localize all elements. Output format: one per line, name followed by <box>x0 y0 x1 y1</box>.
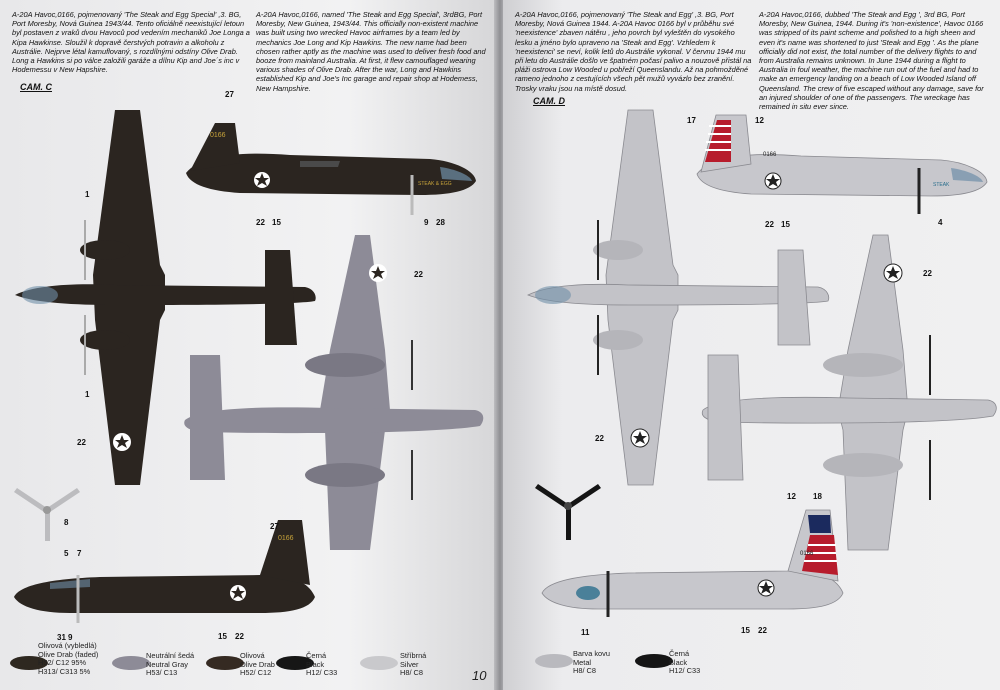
callout-27-bottom: 27 <box>270 522 279 531</box>
callout-18: 18 <box>813 492 822 501</box>
callout-11: 11 <box>581 628 590 637</box>
legend-black: Černá Black H12/ C33 <box>306 651 338 678</box>
underside-view-grey <box>180 230 490 550</box>
callout-15-bottom-metal: 15 <box>741 626 750 635</box>
callout-9-top: 9 <box>424 218 429 227</box>
callout-28-top: 28 <box>436 218 445 227</box>
callout-27-top: 27 <box>225 90 234 99</box>
callout-17: 17 <box>687 116 696 125</box>
callout-22-bottom-metal: 22 <box>758 626 767 635</box>
callout-31: 31 <box>57 633 66 642</box>
callout-22-bottom: 22 <box>235 632 244 641</box>
callout-12-bottom: 12 <box>787 492 796 501</box>
swatch-neutral-gray <box>112 656 150 670</box>
serial-top-olive: 0166 <box>210 132 226 139</box>
callout-5: 5 <box>64 549 69 558</box>
page-number: 10 <box>472 668 487 683</box>
callout-4: 4 <box>938 218 943 227</box>
serial-bottom-metal: 0166 <box>800 551 814 557</box>
left-page <box>0 0 497 690</box>
callout-12-top: 12 <box>755 116 764 125</box>
right-english-text: A-20A Havoc,0166, dubbed 'The Steak and Egg ', 3rd BG, Port Moresby, New Guinea, 1944. During it's 'non-existence', Havoc 0166 was stripped of its paint scheme and polished to a high sheen and even it's name was shortened to just 'Steak and Egg '. As the plane officially did not exist, the total number of the delivery flights to and from Australia remains unknown. In June 1944 during a flight to Australia in foul weather, the machine run out of the fuel and had to make an emergency landing on a beach of Low Wooded Island off Queensland. The crew of five escaped without any damage, save for an injured shoulder of one of the passengers. The wreckage has remained in situ ever since. <box>759 10 984 112</box>
right-czech-text: A-20A Havoc,0166, pojmenovaný 'The Steak and Egg' ,3. BG, Port Moresby, Nová Guinea 1944. A-20A Havoc 0166 byl v průběhu své 'neexistence' zbaven nátěru , jeho povrch byl vyleštěn do vysokého lesku a jméno bylo upraveno na 'Steak and Egg'. Vzhledem k 'neexistenci' se neví, kolik letů do Austrálie vykonal. V červnu 1944 mu při letu do Austrálie došlo ve špatném počasí palivo a nouzově přistál na pláži ostrova Low Wooded u pobřeží Queenslandu. Až na pohmožděné rameno jednoho z cestujících všech pět mužů vyvázlo bez zranění. Trosky vraku jsou na místě dosud. <box>515 10 752 93</box>
cam-c-label: CAM. C <box>20 82 52 92</box>
legend-silver: Stříbrná Silver H8/ C8 <box>400 651 427 678</box>
swatch-olive-drab <box>206 656 244 670</box>
callout-22-under: 22 <box>414 270 423 279</box>
serial-bottom-olive: 0166 <box>278 535 294 542</box>
callout-22-plan: 22 <box>77 438 86 447</box>
callout-22-under-metal: 22 <box>923 269 932 278</box>
nose-art-top-olive: STEAK & EGG <box>418 181 452 187</box>
left-czech-text: A-20A Havoc,0166, pojmenovaný 'The Steak and Egg Special' ,3. BG, Port Moresby, Nová Guinea 1943/44. Tento oficiálně neexistující letoun byl postaven z vraků dvou Havoců pod vedením mechaniků Joe Longa a Kipa Hawkinse. Sloužil k dopravě čerstvých potravin a alkoholu z Austrálie. Nejprve létal kamuflovaný, s rozdílnými odstíny Olive Drab. Long a Hawkins si po válce založili garáže a dílnu Kip and Joe´s inc v Hodemessu v New Hapshire. <box>12 10 250 75</box>
callout-9-bottom: 9 <box>68 633 73 642</box>
nose-art-top-metal: STEAK <box>933 182 950 188</box>
side-view-top-metal <box>691 110 991 215</box>
callout-15-top: 15 <box>272 218 281 227</box>
callout-22-plan-metal: 22 <box>595 434 604 443</box>
underside-view-metal <box>698 230 998 550</box>
side-view-bottom-olive <box>10 515 320 625</box>
legend-black-right: Černá Black H12/ C33 <box>669 649 701 676</box>
callout-8: 8 <box>64 518 69 527</box>
cam-d-label: CAM. D <box>533 96 565 106</box>
legend-metal: Barva kovu Metal H8/ C8 <box>573 649 610 676</box>
legend-neutral-gray: Neutrální šedá Neutral Gray H53/ C13 <box>146 651 195 678</box>
callout-7: 7 <box>77 549 82 558</box>
serial-top-metal: 0166 <box>763 152 777 158</box>
callout-1-a: 1 <box>85 190 90 199</box>
legend-olive-drab: Olivová Olive Drab H52/ C12 <box>240 651 275 678</box>
callout-15-bottom: 15 <box>218 632 227 641</box>
callout-15-top-metal: 15 <box>781 220 790 229</box>
legend-olive-faded: Olivová (vybledlá) Olive Drab (faded) H52/ C12 95% H313/ C313 5% <box>38 641 99 676</box>
swatch-black-right <box>635 654 673 668</box>
swatch-silver <box>360 656 398 670</box>
callout-22-top-metal: 22 <box>765 220 774 229</box>
right-page <box>503 0 1000 690</box>
left-english-text: A-20A Havoc,0166, named 'The Steak and Egg Special', 3rdBG, Port Moresby, New Guinea, 1943/44. This officially non-existent machine was built using two wrecked Havoc airframes by a team led by mechanics Joe Long and Kip Hawkins. The new name had been chosen rather aptly as the machine was used to deliver fresh food and booze from mainland Australia. At first, it flew camouflaged wearing various shades of Olive Drab. After the war, Long and Hawkins established Kip and Joe's Inc garage and repair shop at Hodemess, New Hampshire. <box>256 10 486 93</box>
callout-22-top: 22 <box>256 218 265 227</box>
callout-1-b: 1 <box>85 390 90 399</box>
side-view-bottom-metal <box>538 505 848 620</box>
